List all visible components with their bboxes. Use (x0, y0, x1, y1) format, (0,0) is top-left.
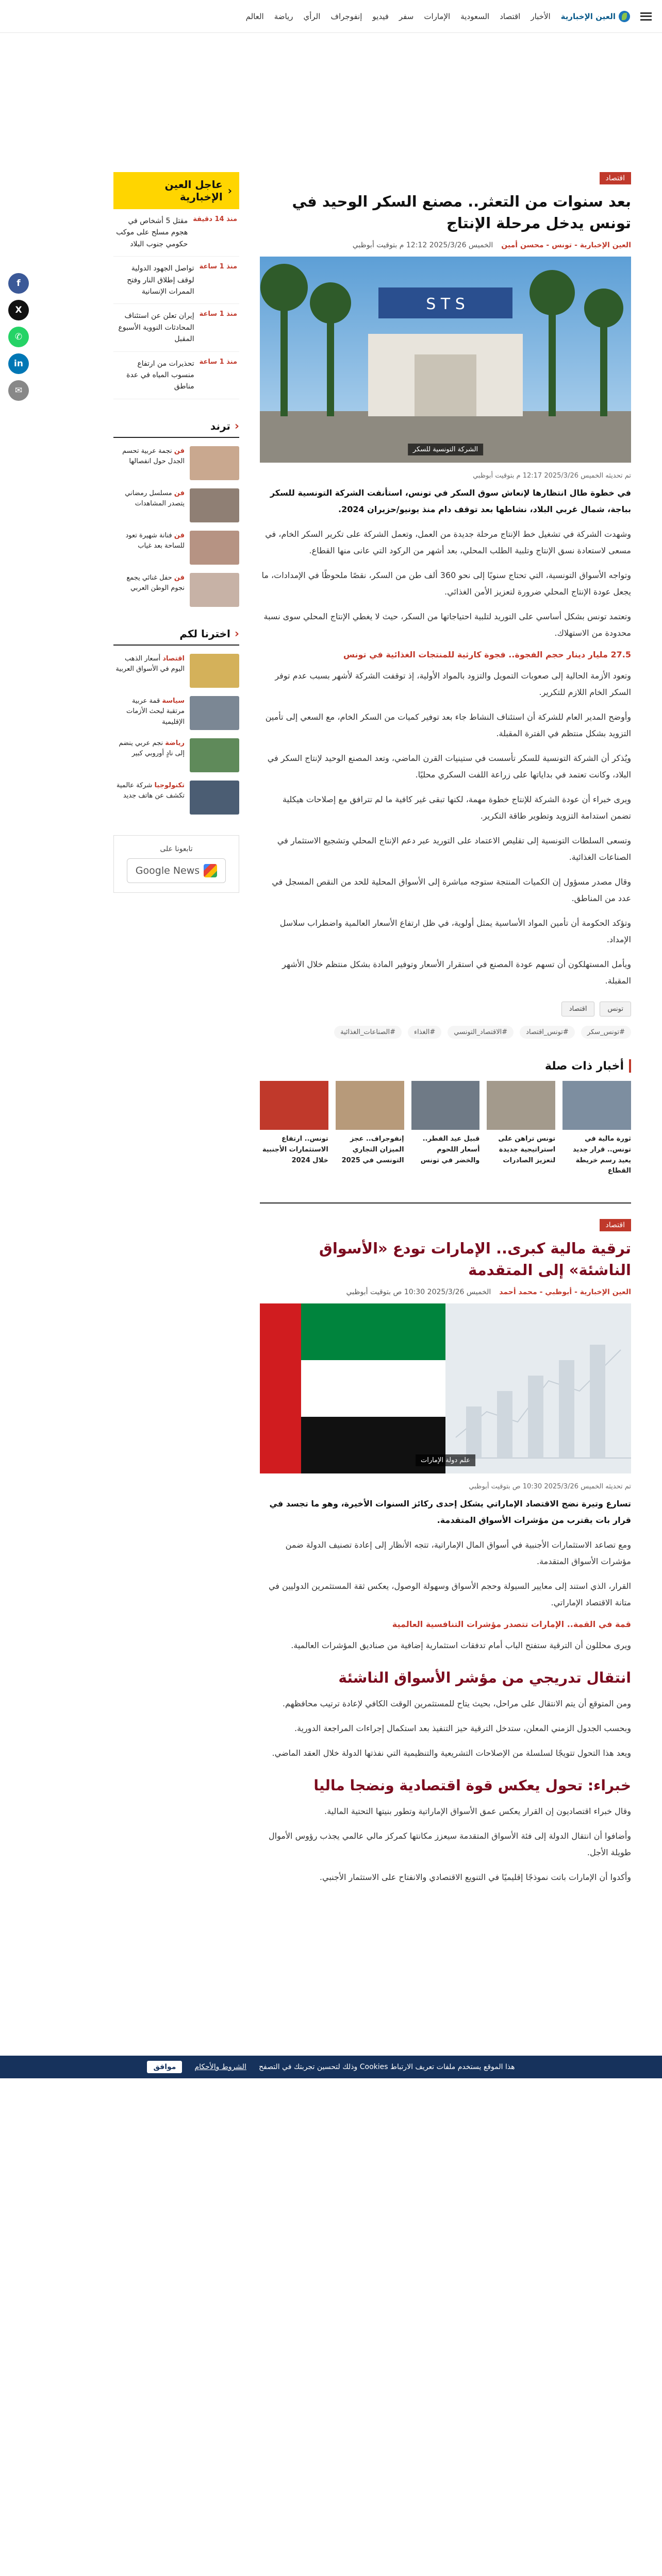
body-paragraph: وشهدت الشركة في تشغيل خط الإنتاج مرحلة جديدة من العمل، وتعمل الشركة على تكرير السكر الخام، في مسعى لاستعادة نسق الإنتاج وتلبية الطلب المحلي، بعد أشهر من الركود التي عانى منها القطاع. (265, 529, 631, 556)
pick-headline: شركة عالمية تكشف عن هاتف جديد (116, 781, 185, 800)
sidebar (113, 172, 239, 1894)
related-thumbnail (562, 1081, 631, 1130)
author[interactable]: العين الإخبارية - تونس - محسن أمين (501, 241, 631, 250)
trend-category: فن (174, 447, 185, 455)
pick-category: اقتصاد (162, 654, 185, 663)
flag-photo (260, 1303, 631, 1473)
category-badge[interactable]: اقتصاد (600, 1219, 631, 1231)
related-heading: أخبار ذات صلة (260, 1059, 631, 1073)
article-divider (260, 1202, 631, 1204)
chevron-left-icon: ‹ (234, 419, 239, 433)
related-title: تونس.. ارتفاع الاستثمارات الأجنبية خلال 2024 (262, 1135, 328, 1164)
urgent-time: منذ 14 دقيقة (193, 215, 237, 223)
trend-headline: حفل غنائي يجمع نجوم الوطن العربي (126, 573, 185, 592)
trend-item[interactable] (113, 446, 239, 480)
ad-space (0, 33, 662, 172)
accept-cookies-button[interactable]: موافق (147, 2061, 182, 2073)
pick-headline: أسعار الذهب اليوم في الأسواق العربية (115, 654, 185, 673)
body-paragraph: وأضافوا أن انتقال الدولة إلى فئة الأسواق المتقدمة سيعزز مكانتها كمركز مالي عالمي يجذب رؤوس الأموال طويلة الأجل. (269, 1831, 631, 1858)
urgent-time: منذ 1 ساعة (199, 263, 237, 271)
related-title: قبيل عيد الفطر.. أسعار اللحوم والخضر في تونس (420, 1135, 480, 1164)
nav-item[interactable]: الإمارات (424, 11, 451, 21)
lead-paragraph: تسارع وتيرة نضج الاقتصاد الإماراتي يشكل إحدى ركائز السنوات الأخيرة، وهو ما تجسد في قرار بات يقترب من مؤشرات الأسواق المتقدمة. (269, 1499, 631, 1526)
logo-icon (619, 11, 630, 22)
body-paragraph: وقال مصدر مسؤول إن الكميات المنتجة ستوجه مباشرة إلى الأسواق المحلية للحد من النقص المسجل في عدد من المناطق. (272, 877, 631, 904)
trend-thumbnail (190, 531, 239, 565)
byline (260, 241, 631, 249)
linkedin-icon[interactable]: in (8, 353, 29, 374)
svg-text:S T S: S T S (426, 295, 465, 314)
section-subheading: انتقال تدريجي من مؤشر الأسواق الناشئة (338, 1669, 631, 1687)
body-paragraph: ويُذكر أن الشركة التونسية للسكر تأسست في ستينيات القرن الماضي، وتعد المصنع الوحيد لإنتاج السكر في البلاد، وكانت تعتمد في بداياتها على زراعة اللفت السكري محليًا. (267, 753, 631, 780)
article-title: بعد سنوات من التعثر.. مصنع السكر الوحيد في تونس يدخل مرحلة الإنتاج (292, 193, 631, 232)
body-paragraph: ويرى خبراء أن عودة الشركة للإنتاج خطوة مهمة، لكنها تبقى غير كافية ما لم تترافق مع إصلاحات هيكلية تضمن استدامة التزويد وتطوير طاقة التكرير. (282, 794, 631, 821)
menu-icon[interactable] (640, 12, 652, 21)
trend-headline: فنانة شهيرة تعود للساحة بعد غياب (125, 531, 185, 550)
hashtag[interactable]: #الغذاء (408, 1026, 441, 1039)
pick-thumbnail (190, 738, 239, 772)
trend-category: فن (174, 531, 185, 539)
hashtag[interactable]: #تونس_اقتصاد (520, 1026, 575, 1039)
trend-thumbnail (190, 488, 239, 522)
pick-text (113, 781, 185, 815)
trend-box (113, 420, 239, 607)
related-thumbnail (411, 1081, 480, 1130)
google-news-box (113, 835, 239, 893)
urgent-item[interactable] (113, 257, 239, 304)
category-badge[interactable]: اقتصاد (600, 172, 631, 184)
urgent-text: تحذيرات من ارتفاع منسوب المياه في عدة مناطق (126, 359, 194, 391)
trend-text (113, 488, 185, 522)
body-paragraph: ومع تصاعد الاستثمارات الأجنبية في أسواق المال الإماراتية، تتجه الأنظار إلى إعادة تصنيف الدولة ضمن مؤشرات الأسواق المتقدمة. (285, 1540, 631, 1567)
related-inline-link[interactable]: 27.5 مليار دينار حجم الفجوة.. فجوة كارثية للمنتجات الغذائية في تونس (343, 650, 631, 660)
pick-item[interactable] (113, 696, 239, 730)
pick-category: رياضة (165, 739, 185, 747)
trend-text (113, 531, 185, 565)
image-caption: الشركة التونسية للسكر (408, 444, 483, 455)
publish-date: الخميس 2025/3/26 10:30 ص بتوقيت أبوظبي (346, 1288, 491, 1297)
body-paragraph: وأوضح المدير العام للشركة أن استئناف النشاط جاء بعد توفير كميات من السكر الخام، مع السعي إلى تأمين التزويد بشكل منتظم في الفترة المقبلة. (265, 712, 631, 739)
trend-headline: مسلسل رمضاني يتصدر المشاهدات (125, 489, 185, 508)
body-paragraph: وتعتمد تونس بشكل أساسي على التوريد لتلبية احتياجاتها من السكر، حيث لا يغطي الإنتاج المحلي سوى نسبة محدودة من الاستهلاك. (263, 612, 631, 638)
top-navigation (0, 0, 662, 33)
pick-thumbnail (190, 696, 239, 730)
urgent-item[interactable] (113, 209, 239, 257)
body-paragraph: ويأمل المستهلكون أن تسهم عودة المصنع في استقرار الأسعار وتوفير المادة بشكل منتظم خلال الأشهر المقبلة. (282, 959, 631, 986)
pick-category: تكنولوجيا (154, 781, 185, 789)
updated-date: تم تحديثه الخميس 2025/3/26 12:17 م بتوقيت أبوظبي (473, 472, 631, 480)
urgent-box (113, 172, 239, 399)
body-paragraph: وتؤكد الحكومة أن تأمين المواد الأساسية يمثل أولوية، في ظل ارتفاع الأسعار العالمية واضطراب سلاسل الإمداد. (279, 918, 631, 945)
trend-item[interactable] (113, 531, 239, 565)
picks-heading: ‹ اخترنا لكم (113, 628, 239, 646)
trend-item[interactable] (113, 488, 239, 522)
updated-date: تم تحديثه الخميس 2025/3/26 10:30 ص بتوقيت أبوظبي (469, 1483, 631, 1491)
tags-row (260, 1002, 631, 1016)
pick-item[interactable] (113, 738, 239, 772)
related-card[interactable] (487, 1081, 555, 1177)
nav-item[interactable]: إنفوجراف (330, 11, 362, 21)
urgent-time: منذ 1 ساعة (199, 358, 237, 366)
pick-item[interactable] (113, 654, 239, 688)
related-thumbnail (260, 1081, 328, 1130)
facebook-icon[interactable]: f (8, 273, 29, 294)
author[interactable]: العين الإخبارية - أبوظبي - محمد أحمد (499, 1288, 631, 1297)
pick-text (113, 696, 185, 730)
pick-thumbnail (190, 781, 239, 815)
google-news-icon (204, 864, 217, 877)
trend-category: فن (174, 489, 185, 497)
related-title: ثورة مالية في تونس.. قرار جديد يعيد رسم خريطة القطاع (572, 1135, 631, 1175)
trend-thumbnail (190, 573, 239, 607)
body-paragraph: ويرى محللون أن الترقية ستفتح الباب أمام تدفقات استثمارية إضافية من صناديق المؤشرات العالمية. (291, 1640, 631, 1651)
related-card[interactable] (411, 1081, 480, 1177)
body-paragraph: وتعود الأزمة الحالية إلى صعوبات التمويل والتزود بالمواد الأولية، إذ توقفت الشركة لأشهر بسبب عدم توفر السكر الخام اللازم للتكرير. (275, 671, 631, 698)
trend-text (113, 573, 185, 607)
pick-item[interactable] (113, 781, 239, 815)
article-title: ترقية مالية كبرى.. الإمارات تودع «الأسواق الناشئة» إلى المتقدمة (319, 1240, 631, 1279)
chevron-left-icon: ‹ (234, 627, 239, 640)
trend-headline: نجمة عربية تحسم الجدل حول انفصالها (122, 447, 185, 466)
pick-category: سياسة (162, 697, 185, 705)
urgent-heading: ‹ عاجل العين الإخبارية (113, 172, 239, 209)
nav-item[interactable]: السعودية (460, 11, 490, 21)
urgent-text: مقتل 5 أشخاص في هجوم مسلح على موكب حكومي جنوب البلاد (116, 217, 188, 248)
nav-item[interactable]: فيديو (372, 11, 389, 21)
cookie-bar (0, 2056, 662, 2078)
body-paragraph: وأكدوا أن الإمارات باتت نموذجًا إقليميًا في التنويع الاقتصادي والانفتاح على الاستثمار الأجنبي. (319, 1872, 631, 1883)
trend-thumbnail (190, 446, 239, 480)
related-thumbnail (487, 1081, 555, 1130)
trend-item[interactable] (113, 573, 239, 607)
urgent-time: منذ 1 ساعة (199, 310, 237, 318)
pick-text (113, 738, 185, 772)
related-title: تونس تراهن على استراتيجية جديدة لتعزيز الصادرات (498, 1135, 556, 1164)
trend-text (113, 446, 185, 480)
nav-item[interactable]: العالم (245, 11, 264, 21)
hashtag[interactable]: #الاقتصاد_التونسي (448, 1026, 514, 1039)
whatsapp-icon[interactable]: ✆ (8, 327, 29, 347)
cookie-text: هذا الموقع يستخدم ملفات تعريف الارتباط Cookies وذلك لتحسين تجربتك في التصفح (258, 2063, 515, 2071)
follow-label: تابعونا على (160, 844, 193, 853)
hero-image (260, 257, 631, 463)
trend-category: فن (174, 573, 185, 582)
pick-thumbnail (190, 654, 239, 688)
tag-chip[interactable]: تونس (600, 1002, 631, 1016)
nav-item[interactable]: اقتصاد (500, 11, 521, 21)
pick-text (113, 654, 185, 688)
urgent-text: تواصل الجهود الدولية لوقف إطلاق النار وفتح الممرات الإنسانية (127, 264, 194, 296)
hashtags (260, 1026, 631, 1039)
nav-item[interactable]: سفر (399, 11, 414, 21)
pick-headline: قمة عربية مرتقبة لبحث الأزمات الإقليمية (126, 697, 185, 726)
urgent-text: إيران تعلن عن استئناف المحادثات النووية الأسبوع المقبل (118, 312, 194, 344)
tag-chip[interactable]: اقتصاد (561, 1002, 595, 1016)
body-paragraph: ومن المتوقع أن يتم الانتقال على مراحل، بحيث يتاح للمستثمرين الوقت الكافي لإعادة ترتيب محافظهم. (282, 1699, 631, 1709)
google-news-button[interactable]: Google News (127, 858, 226, 883)
nav-item[interactable]: الرأي (303, 11, 321, 21)
publish-date: الخميس 2025/3/26 12:12 م بتوقيت أبوظبي (352, 241, 493, 250)
page-layout (0, 172, 662, 1894)
image-caption: علم دولة الإمارات (416, 1454, 475, 1466)
share-rail (8, 273, 29, 401)
body-paragraph: وقال خبراء اقتصاديون إن القرار يعكس عمق الأسواق الإماراتية وتطور بنيتها التحتية المالية. (324, 1806, 631, 1817)
picks-box (113, 628, 239, 815)
article-column (260, 172, 631, 1894)
email-icon[interactable]: ✉ (8, 380, 29, 401)
related-inline-link[interactable]: قمة في القمة.. الإمارات تتصدر مؤشرات التنافسية العالمية (392, 1619, 631, 1630)
pick-headline: نجم عربي ينضم إلى نادٍ أوروبي كبير (119, 739, 185, 758)
related-card[interactable] (260, 1081, 328, 1177)
body-paragraph: وتسعى السلطات التونسية إلى تقليص الاعتماد على التوريد عبر دعم الإنتاج المحلي وتشجيع الاستثمار في الصناعات الغذائية. (277, 836, 631, 862)
urgent-item[interactable] (113, 304, 239, 351)
section-subheading: خبراء: تحول يعكس قوة اقتصادية ونضجا ماليا (313, 1777, 631, 1794)
nav-item[interactable]: رياضة (274, 11, 293, 21)
byline (260, 1288, 631, 1296)
body-paragraph: ويعد هذا التحول تتويجًا لسلسلة من الإصلاحات التشريعية والتنظيمية التي نفذتها الدولة خلال العقد الماضي. (272, 1748, 631, 1758)
trend-heading: ‹ ترند (113, 420, 239, 438)
related-card[interactable] (336, 1081, 404, 1177)
factory-photo (260, 257, 631, 463)
nav-item[interactable]: الأخبار (531, 11, 551, 21)
body-paragraph: القرار، الذي استند إلى معايير السيولة وحجم الأسواق وسهولة الوصول، يعكس ثقة المستثمرين الدوليين في متانة الاقتصاد الإماراتي. (268, 1581, 631, 1608)
lead-paragraph: في خطوة طال انتظارها لإنعاش سوق السكر في تونس، استأنفت الشركة التونسية للسكر بباجة، شمال غربي البلاد، نشاطها بعد توقف دام منذ يونيو/حزيران 2024. (270, 488, 631, 515)
related-card[interactable] (562, 1081, 631, 1177)
related-title: إنفوجراف.. عجز الميزان التجاري التونسي في 2025 (341, 1135, 404, 1164)
heading-bar (629, 1059, 631, 1073)
urgent-item[interactable] (113, 352, 239, 399)
site-logo[interactable]: العين الإخبارية (561, 11, 630, 22)
x-icon[interactable]: X (8, 300, 29, 320)
hashtag[interactable]: #تونس_سكر (581, 1026, 631, 1039)
related-thumbnail (336, 1081, 404, 1130)
hero-image (260, 1303, 631, 1473)
chevron-left-icon: ‹ (227, 184, 232, 197)
terms-link[interactable]: الشروط والأحكام (194, 2063, 246, 2071)
body-paragraph: وبحسب الجدول الزمني المعلن، ستدخل الترقية حيز التنفيذ بعد استكمال إجراءات المراجعة الدورية. (294, 1723, 631, 1734)
hashtag[interactable]: #الصناعات_الغذائية (334, 1026, 402, 1039)
related-grid (260, 1081, 631, 1177)
body-paragraph: وتواجه الأسواق التونسية، التي تحتاج سنويًا إلى نحو 360 ألف طن من السكر، نقصًا ملحوظًا في الإمدادات، ما يجعل عودة الإنتاج المحلي ضرورة لتعزيز الأمن الغذائي. (261, 570, 631, 597)
